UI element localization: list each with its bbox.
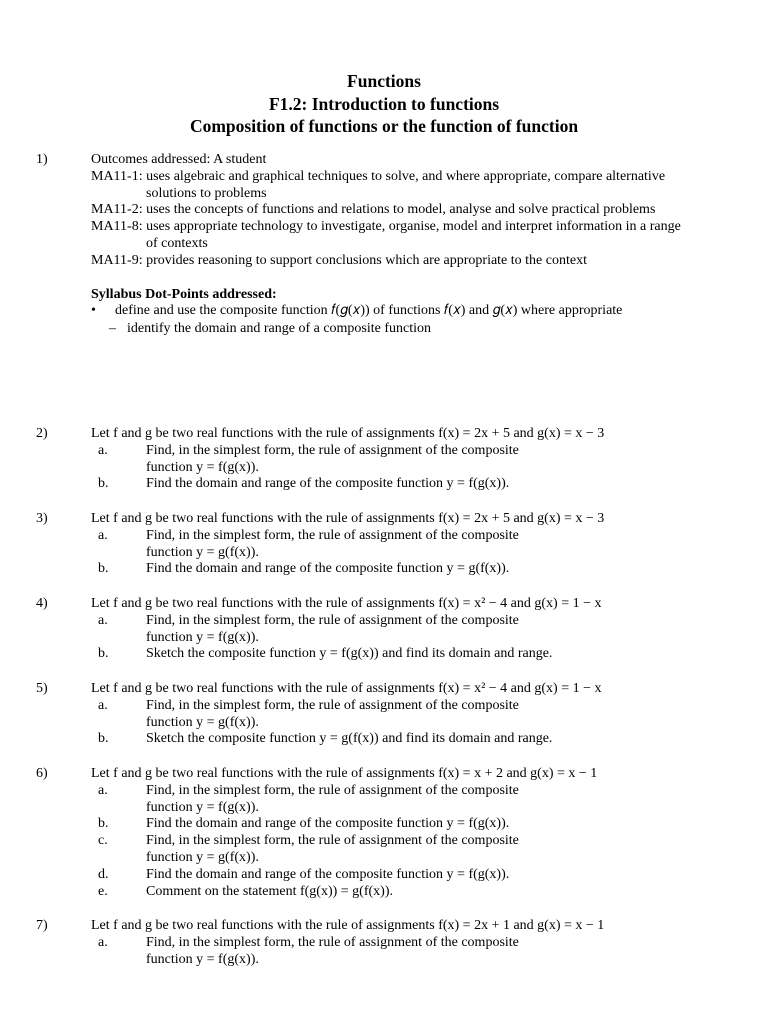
outcome-ma11-1-cont: solutions to problems (146, 185, 267, 201)
question-number: 4) (36, 596, 48, 611)
syllabus-dash-text: identify the domain and range of a composite function (127, 321, 432, 337)
dash-icon: – (109, 321, 116, 337)
part-text: Sketch the composite function y = f(g(x)) and find its domain and range. (146, 646, 553, 662)
question-body (91, 511, 741, 578)
part-text-cont: function y = f(g(x)). (146, 629, 259, 645)
question-part (91, 561, 741, 578)
part-text: Find the domain and range of the composite function y = f(g(x)). (146, 476, 510, 492)
part-text: Find the domain and range of the composite function y = g(f(x)). (146, 561, 510, 577)
syllabus-dash-item (91, 321, 741, 338)
document-header (0, 70, 768, 138)
question-number: 1) (36, 152, 48, 167)
question-body (91, 681, 741, 748)
part-label: b. (98, 561, 109, 577)
question-number: 2) (36, 426, 48, 441)
part-label: a. (98, 442, 108, 458)
question-part (91, 613, 741, 630)
question-part (91, 646, 741, 663)
part-text-cont: function y = g(f(x)). (146, 544, 259, 560)
outcomes-intro: Outcomes addressed: A student (91, 152, 267, 167)
question-body (91, 918, 741, 968)
question-stem: Let f and g be two real functions with the rule of assignments f(x) = x² − 4 and g(x) = 1 − x (91, 681, 602, 696)
outcome-ma11-8-cont: of contexts (146, 235, 208, 251)
question-stem: Let f and g be two real functions with the rule of assignments f(x) = 2x + 5 and g(x) = x − 3 (91, 426, 605, 441)
question-stem: Let f and g be two real functions with the rule of assignments f(x) = 2x + 1 and g(x) = x − 1 (91, 918, 605, 933)
question-part (91, 935, 741, 952)
question-part (91, 816, 741, 833)
question-stem: Let f and g be two real functions with the rule of assignments f(x) = x² − 4 and g(x) = 1 − x (91, 596, 602, 611)
question-part (91, 443, 741, 460)
part-text: Find, in the simplest form, the rule of assignment of the composite (146, 833, 519, 849)
part-label: e. (98, 883, 108, 899)
title-introduction: F1.2: Introduction to functions (268, 93, 500, 114)
bullet-icon: • (91, 303, 96, 319)
question-number: 7) (36, 918, 48, 933)
question-body (91, 766, 741, 900)
part-text-cont: function y = g(f(x)). (146, 714, 259, 730)
part-text: Find, in the simplest form, the rule of assignment of the composite (146, 527, 519, 543)
question-part (91, 528, 741, 545)
question-body (91, 426, 741, 493)
part-text: Comment on the statement f(g(x)) = g(f(x)). (146, 883, 393, 899)
part-text: Find, in the simplest form, the rule of assignment of the composite (146, 934, 519, 950)
question-part (91, 731, 741, 748)
part-label: b. (98, 646, 109, 662)
question-part (91, 884, 741, 901)
outcome-ma11-2: MA11-2: uses the concepts of functions and relations to model, analyse and solve practical problems (91, 202, 656, 218)
part-text-cont: function y = f(g(x)). (146, 799, 259, 815)
title-composition: Composition of functions or the function of function (189, 116, 579, 136)
question-part (91, 783, 741, 800)
part-text-cont: function y = g(f(x)). (146, 849, 259, 865)
question-number: 5) (36, 681, 48, 696)
question-stem: Let f and g be two real functions with the rule of assignments f(x) = 2x + 5 and g(x) = x − 3 (91, 511, 605, 526)
outcomes-body (91, 152, 741, 338)
part-text: Find, in the simplest form, the rule of assignment of the composite (146, 612, 519, 628)
part-text: Sketch the composite function y = g(f(x)) and find its domain and range. (146, 731, 553, 747)
part-label: c. (98, 833, 108, 849)
part-label: b. (98, 731, 109, 747)
part-label: b. (98, 816, 109, 832)
part-label: b. (98, 476, 109, 492)
part-text-cont: function y = f(g(x)). (146, 951, 259, 967)
question-part (91, 867, 741, 884)
part-text: Find, in the simplest form, the rule of assignment of the composite (146, 782, 519, 798)
part-text: Find, in the simplest form, the rule of assignment of the composite (146, 442, 519, 458)
part-text: Find, in the simplest form, the rule of assignment of the composite (146, 697, 519, 713)
part-label: d. (98, 866, 109, 882)
part-text: Find the domain and range of the composite function y = f(g(x)). (146, 866, 510, 882)
outcome-ma11-8: MA11-8: uses appropriate technology to investigate, organise, model and interpret information in a range (91, 219, 681, 235)
question-part (91, 476, 741, 493)
question-stem: Let f and g be two real functions with the rule of assignments f(x) = x + 2 and g(x) = x − 1 (91, 766, 598, 781)
question-body (91, 596, 741, 663)
syllabus-bullet-text: define and use the composite function 𝑓(𝑔(𝑥)) of functions 𝑓(𝑥) and 𝑔(𝑥) where appropriate (115, 303, 623, 319)
part-label: a. (98, 697, 108, 713)
title-functions: Functions (347, 71, 421, 91)
part-text: Find the domain and range of the composite function y = f(g(x)). (146, 816, 510, 832)
part-label: a. (98, 612, 108, 628)
outcome-ma11-1: MA11-1: uses algebraic and graphical techniques to solve, and where appropriate, compare alternative (91, 168, 666, 184)
syllabus-heading: Syllabus Dot-Points addressed: (91, 286, 277, 302)
question-number: 3) (36, 511, 48, 526)
syllabus-bullet (91, 303, 741, 321)
part-text-cont: function y = f(g(x)). (146, 459, 259, 475)
question-part (91, 833, 741, 850)
part-label: a. (98, 782, 108, 798)
question-number: 6) (36, 766, 48, 781)
part-label: a. (98, 527, 108, 543)
outcome-ma11-9: MA11-9: provides reasoning to support conclusions which are appropriate to the context (91, 252, 587, 268)
part-label: a. (98, 934, 108, 950)
question-part (91, 698, 741, 715)
